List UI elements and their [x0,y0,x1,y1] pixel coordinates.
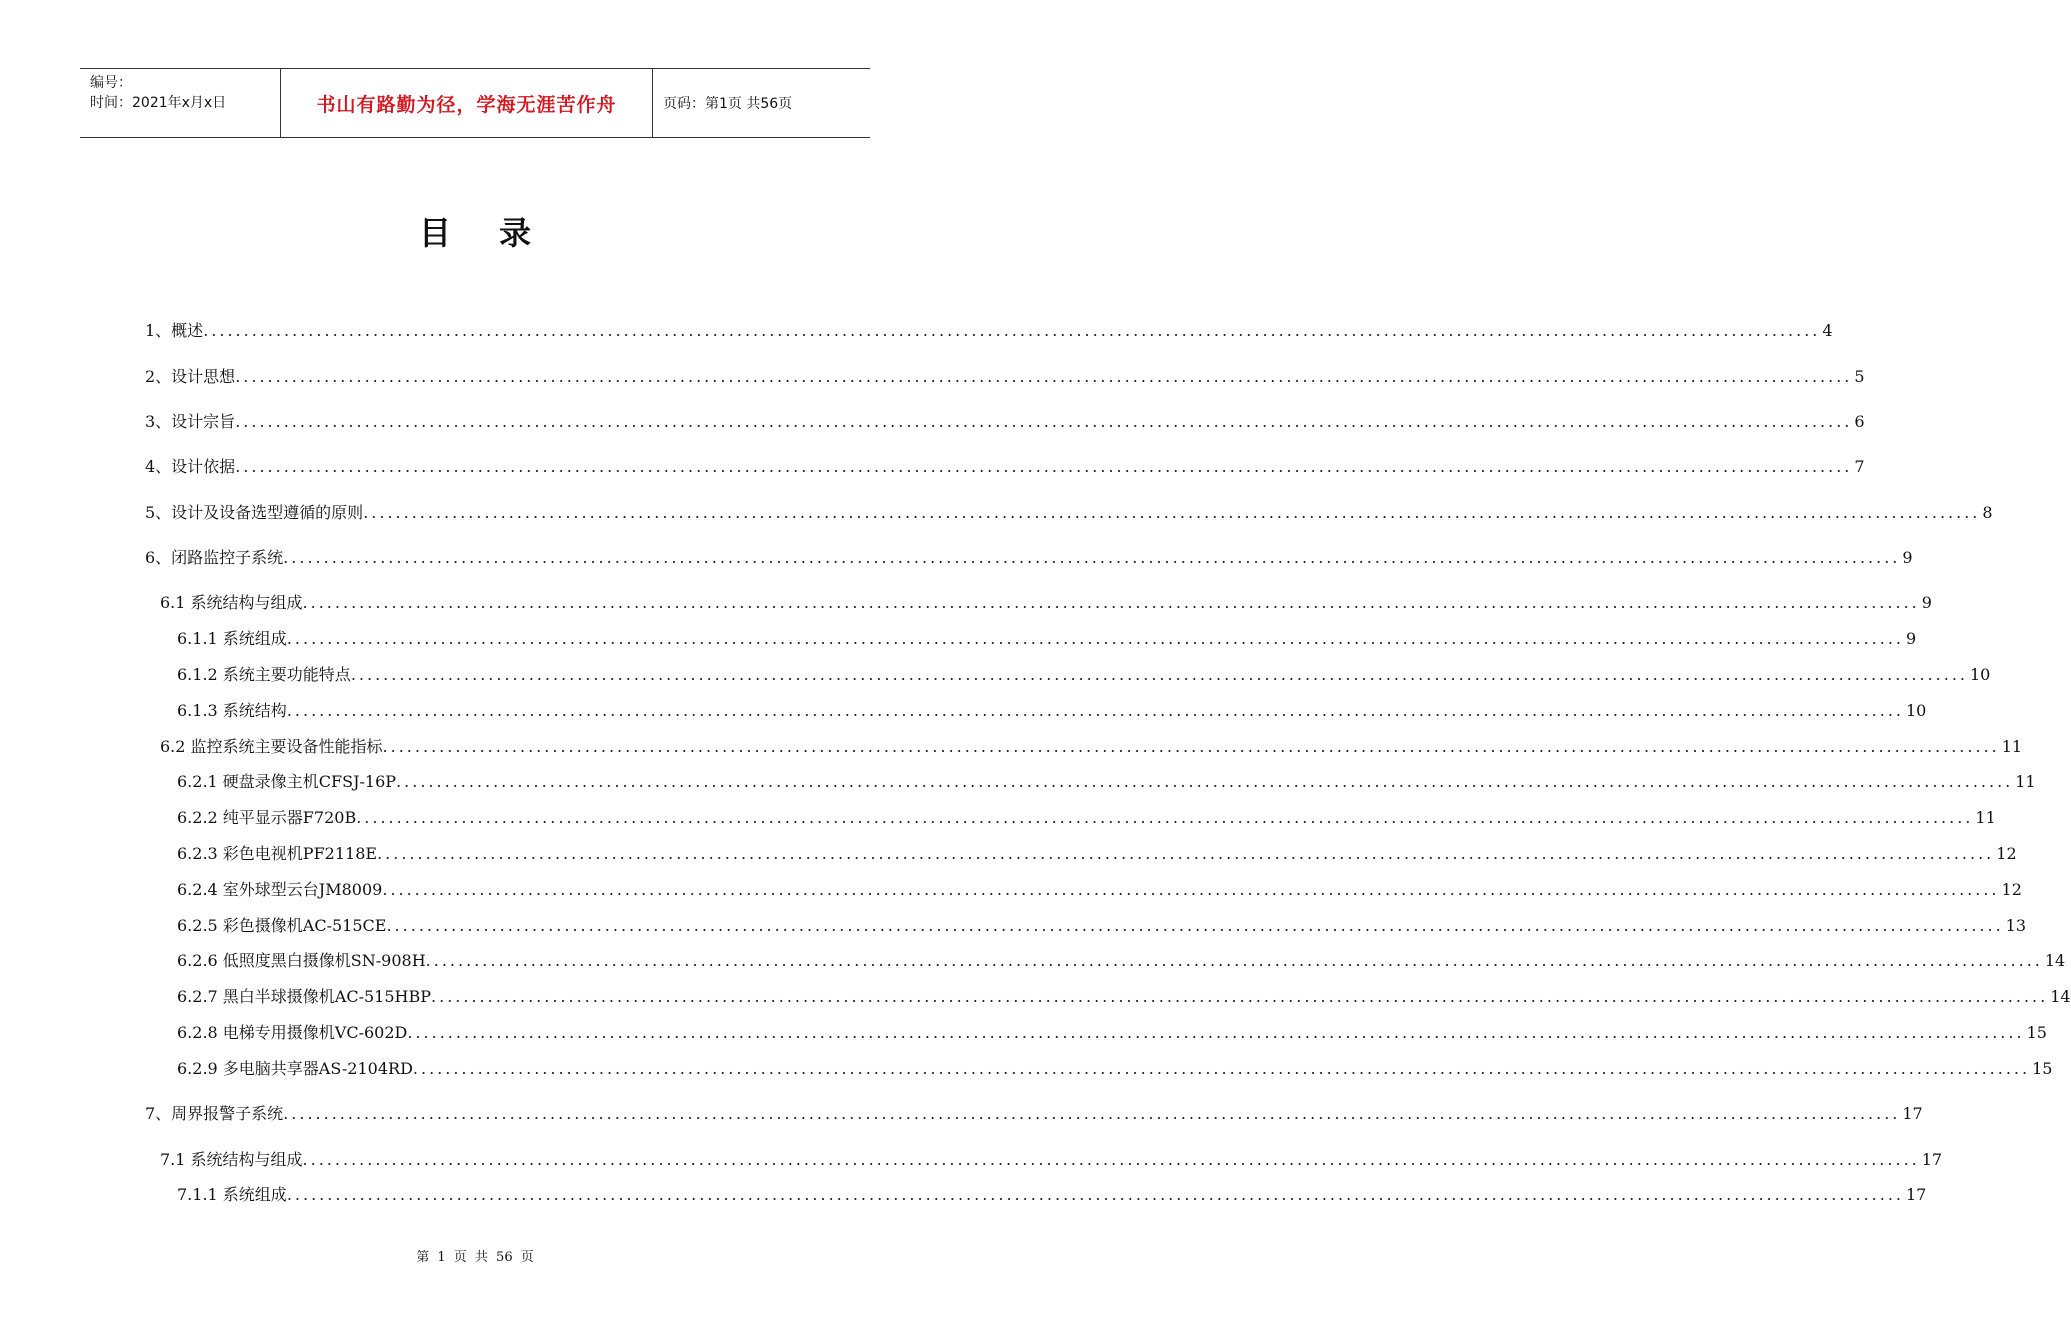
toc-entry[interactable] [177,771,2036,793]
header-page-info: 页码：第1页 共56页 [663,96,793,112]
toc-entry-page: 17 [1902,1104,1923,1123]
toc-entry-label: 6.1.3 系统结构 [177,701,287,720]
header-meta [80,69,281,137]
toc-entry[interactable] [177,1184,1927,1206]
toc-leader-dots: ........................................................................................................................................................................................................ [235,412,1853,431]
toc-entry-label: 6.2.8 电梯专用摄像机VC-602D [177,1023,408,1042]
toc-entry-label: 1、概述 [145,321,204,340]
toc-entry[interactable] [177,1058,2053,1080]
toc-leader-dots: ........................................................................................................................................................................................................ [382,880,2000,899]
toc-leader-dots: ........................................................................................................................................................................................................ [286,629,1904,648]
toc-leader-dots: ........................................................................................................................................................................................................ [386,916,2004,935]
toc-entry-page: 8 [1982,503,1993,522]
toc-leader-dots: ........................................................................................................................................................................................................ [350,665,1968,684]
toc-entry-page: 7 [1854,457,1865,476]
toc-entry-page: 11 [1975,808,1996,827]
toc-entry-label: 6.2.5 彩色摄像机AC-515CE [177,916,387,935]
toc-entry-label: 6.2.3 彩色电视机PF2118E [177,844,378,863]
toc-leader-dots: ........................................................................................................................................................................................................ [363,503,1981,522]
toc-entry[interactable] [145,456,1865,478]
toc-entry-page: 14 [2050,987,2071,1006]
page-header [80,68,870,138]
toc-entry-page: 13 [2005,916,2027,935]
toc-entry[interactable] [177,915,2027,937]
toc-entry[interactable] [177,1022,2047,1044]
toc-leader-dots: ........................................................................................................................................................................................................ [286,1185,1904,1204]
toc-entry-page: 11 [2001,737,2023,756]
toc-entry-label: 6.1 系统结构与组成 [160,593,303,612]
toc-entry-label: 6、闭路监控子系统 [145,548,284,567]
toc-leader-dots: ........................................................................................................................................................................................................ [412,1059,2031,1078]
toc-entry-label: 4、设计依据 [145,457,236,476]
toc-entry[interactable] [145,411,1865,433]
toc-entry[interactable] [145,502,1993,524]
toc-leader-dots: ........................................................................................................................................................................................................ [235,457,1853,476]
toc-entry[interactable] [177,700,1927,722]
toc-entry[interactable] [160,736,2023,758]
toc-entry-page: 5 [1854,367,1865,386]
toc-entry-label: 6.2.7 黑白半球摄像机AC-515HBP [177,987,432,1006]
toc-leader-dots: ........................................................................................................................................................................................................ [286,701,1904,720]
toc-entry[interactable] [177,807,1996,829]
toc-entry[interactable] [177,879,2022,901]
toc-entry-label: 6.1.1 系统组成 [177,629,287,648]
toc-entry-label: 6.2.9 多电脑共享器AS-2104RD [177,1059,413,1078]
toc-entry-page: 6 [1854,412,1865,431]
toc-entry-page: 9 [1921,593,1932,612]
toc-leader-dots: ........................................................................................................................................................................................................ [431,987,2049,1006]
toc-leader-dots: ........................................................................................................................................................................................................ [396,772,2014,791]
toc-entry-page: 10 [1906,701,1927,720]
toc-entry-page: 10 [1970,665,1991,684]
toc-entry[interactable] [145,1103,1923,1125]
toc-leader-dots: ........................................................................................................................................................................................................ [283,1104,1901,1123]
toc-leader-dots: ........................................................................................................................................................................................................ [302,1150,1920,1169]
toc-entry-label: 6.2.6 低照度黑白摄像机SN-908H [177,951,426,970]
toc-leader-dots: ........................................................................................................................................................................................................ [377,844,1995,863]
toc-entry-page: 12 [1996,844,2017,863]
toc-entry[interactable] [177,628,1917,650]
toc-entry-page: 9 [1906,629,1917,648]
toc-entry-label: 5、设计及设备选型遵循的原则 [145,503,364,522]
toc-entry[interactable] [177,664,1991,686]
toc-leader-dots: ........................................................................................................................................................................................................ [283,548,1901,567]
toc-leader-dots: ........................................................................................................................................................................................................ [407,1023,2025,1042]
page-footer: 第 1 页 共 56 页 [416,1250,534,1265]
page-title: 目录 [418,214,579,252]
toc-leader-dots: ........................................................................................................................................................................................................ [356,808,1974,827]
toc-entry-label: 7.1.1 系统组成 [177,1185,287,1204]
toc-leader-dots: ........................................................................................................................................................................................................ [203,321,1821,340]
toc-leader-dots: ........................................................................................................................................................................................................ [302,593,1920,612]
toc-entry-label: 3、设计宗旨 [145,412,236,431]
toc-entry-label: 6.2 监控系统主要设备性能指标 [160,737,383,756]
toc-entry-label: 6.2.4 室外球型云台JM8009 [177,880,383,899]
toc-entry[interactable] [145,547,1913,569]
document-number-label: 编号： [90,75,132,91]
toc-entry[interactable] [177,986,2071,1008]
toc-leader-dots: ........................................................................................................................................................................................................ [235,367,1853,386]
toc-entry[interactable] [177,950,2066,972]
toc-entry-page: 17 [1906,1185,1927,1204]
toc-entry-page: 11 [2015,772,2036,791]
toc-entry[interactable] [145,366,1865,388]
toc-entry-page: 15 [2032,1059,2053,1078]
toc-entry-page: 12 [2001,880,2022,899]
toc-leader-dots: ........................................................................................................................................................................................................ [425,951,2043,970]
toc-entry[interactable] [160,1149,1943,1171]
toc-entry-page: 17 [1921,1150,1943,1169]
toc-entry-label: 6.2.2 纯平显示器F720B [177,808,357,827]
toc-leader-dots: ........................................................................................................................................................................................................ [382,737,2000,756]
header-motto: 书山有路勤为径，学海无涯苦作舟 [281,69,653,137]
toc-entry-label: 6.2.1 硬盘录像主机CFSJ-16P [177,772,397,791]
toc-entry-page: 9 [1902,548,1913,567]
toc-entry-label: 2、设计思想 [145,367,236,386]
toc-entry-label: 7.1 系统结构与组成 [160,1150,303,1169]
document-date: 时间：2021年x月x日 [90,95,227,111]
toc-entry[interactable] [145,320,1833,342]
toc-entry[interactable] [177,843,2017,865]
toc-entry-label: 7、周界报警子系统 [145,1104,284,1123]
toc-entry-label: 6.1.2 系统主要功能特点 [177,665,351,684]
toc-entry-page: 15 [2026,1023,2047,1042]
toc-entry[interactable] [160,592,1932,614]
toc-entry-page: 14 [2044,951,2066,970]
toc-entry-page: 4 [1822,321,1833,340]
